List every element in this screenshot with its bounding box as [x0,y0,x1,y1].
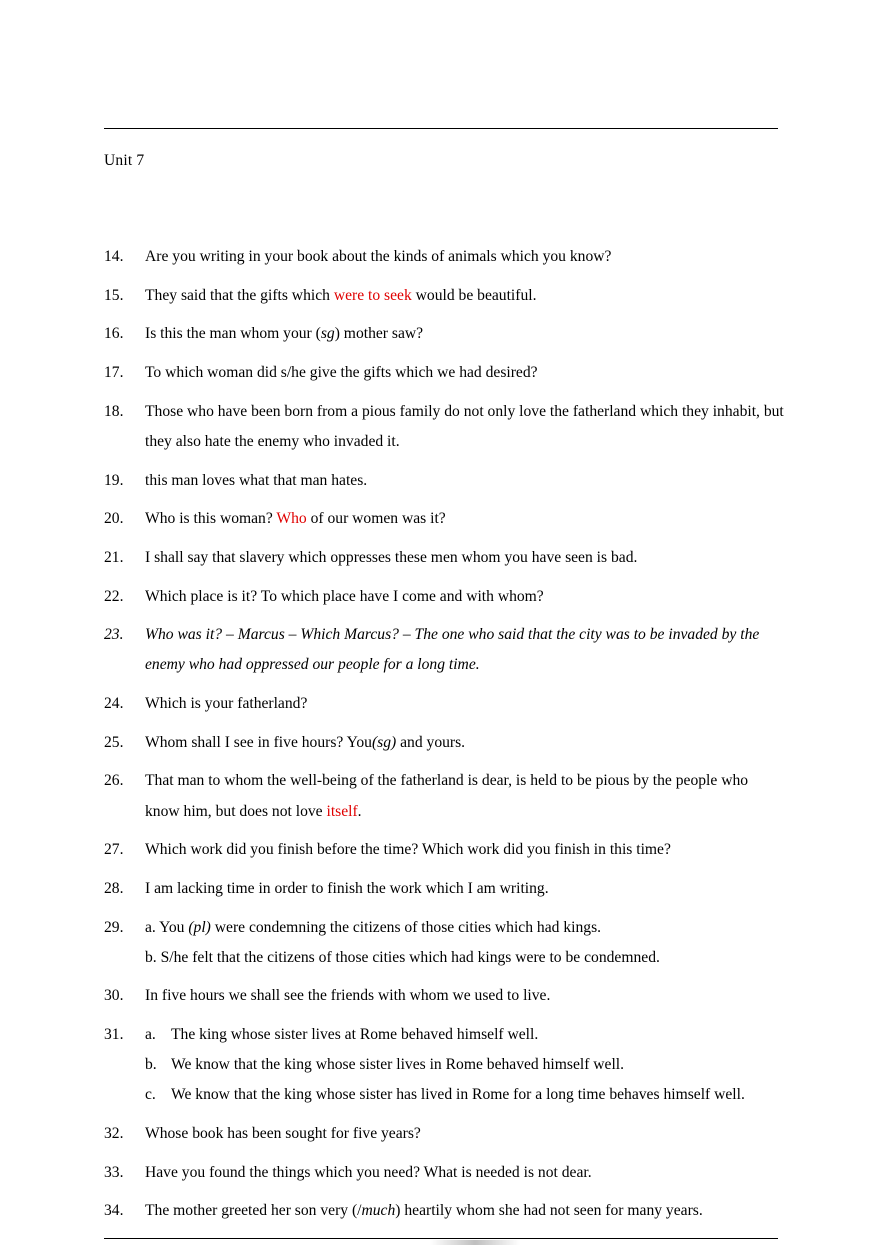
exercise-item [104,835,784,865]
exercise-item [104,242,784,272]
text-run: b. S/he felt that the citizens of those cities which had kings were to be condemned. [145,948,660,966]
item-text [145,620,784,680]
item-number: 23. [104,626,124,644]
item-number: 17. [104,364,124,382]
item-text [145,1020,784,1110]
text-run: were condemning the citizens of those cities which had kings. [210,918,602,936]
item-text [145,1119,784,1149]
exercise-item [104,1158,784,1188]
subline-letter: c. [145,1086,156,1104]
footer-divider [104,1238,778,1239]
item-number: 15. [104,286,124,304]
text-run: I am lacking time in order to finish the work which I am writing. [145,879,549,897]
exercise-item [104,281,784,311]
text-run: Which work did you finish before the time? Which work did you finish in this time? [145,841,671,859]
italic-text: much [361,1202,396,1220]
text-run: Which is your fatherland? [145,695,308,713]
item-text [145,504,784,534]
subline-text: We know that the king whose sister lives in Rome behaved himself well. [171,1056,625,1074]
item-number: 16. [104,325,124,343]
exercise-item [104,1119,784,1149]
item-subline [145,1020,784,1050]
exercise-item [104,582,784,612]
item-number: 29. [104,918,124,936]
text-run: Those who have been born from a pious family do not only love the fatherland which they inhabit, but they also hate the enemy who invaded it. [145,402,784,450]
text-run: ) mother saw? [334,325,424,343]
exercise-item [104,689,784,719]
item-text [145,1196,784,1226]
highlighted-text: were to seek [333,286,412,304]
item-text [145,766,784,826]
item-number: 30. [104,987,124,1005]
item-text [145,689,784,719]
highlighted-text: Who [276,510,307,528]
item-text [145,281,784,311]
item-number: 18. [104,402,124,420]
item-text [145,1158,784,1188]
text-run: this man loves what that man hates. [145,471,368,489]
item-text [145,358,784,388]
text-run: Who was it? – Marcus – Which Marcus? – The one who said that the city was to be invaded by the enemy who had oppressed our people for a long time. [145,626,760,674]
exercise-item [104,358,784,388]
item-text [145,582,784,612]
item-text [145,981,784,1011]
item-text [145,397,784,457]
item-number: 27. [104,841,124,859]
text-run: Whose book has been sought for five years? [145,1124,421,1142]
subline-text: The king whose sister lives at Rome behaved himself well. [171,1026,539,1044]
item-text [145,728,784,758]
exercise-item [104,1196,784,1226]
item-number: 24. [104,695,124,713]
text-run: and yours. [396,733,466,751]
item-number: 14. [104,248,124,265]
text-run: ) heartily whom she had not seen for many years. [395,1202,703,1220]
text-run: That man to whom the well-being of the fatherland is dear, is held to be pious by the people who know him, but does not love [145,772,749,820]
subline-text: We know that the king whose sister has lived in Rome for a long time behaves himself well. [171,1086,745,1104]
item-number: 28. [104,879,124,897]
item-number: 31. [104,1026,124,1044]
exercise-item [104,504,784,534]
highlighted-text: itself [326,802,358,820]
text-run: The mother greeted her son very (/ [145,1202,362,1220]
unit-title: Unit 7 [104,152,145,169]
text-run: Have you found the things which you need? What is needed is not dear. [145,1163,592,1181]
text-run: In five hours we shall see the friends with whom we used to live. [145,987,551,1005]
item-number: 26. [104,772,124,790]
item-subline [145,913,784,943]
exercise-list [104,242,784,1235]
exercise-item [104,874,784,904]
text-run: of our women was it? [306,510,446,528]
footer-smudge [430,1240,520,1245]
item-subline [145,943,784,973]
exercise-item [104,319,784,349]
subline-letter: a. [145,1026,156,1044]
text-run: I shall say that slavery which oppresses these men whom you have seen is bad. [145,548,638,566]
item-number: 22. [104,587,124,605]
item-text [145,913,784,973]
exercise-item [104,543,784,573]
item-text [145,242,784,272]
text-run: To which woman did s/he give the gifts which we had desired? [145,364,538,382]
item-number: 33. [104,1163,124,1181]
exercise-item [104,466,784,496]
text-run: Are you writing in your book about the kinds of animals which you know? [145,248,612,265]
item-text [145,835,784,865]
item-subline [145,1050,784,1080]
text-run: would be beautiful. [411,286,537,304]
item-number: 21. [104,548,124,566]
item-number: 34. [104,1202,124,1220]
text-run: Is this the man whom your ( [145,325,321,343]
text-run: Who is this woman? [145,510,277,528]
item-text [145,543,784,573]
text-run: . [357,802,362,820]
text-run: Which place is it? To which place have I come and with whom? [145,587,544,605]
item-text [145,319,784,349]
item-number: 19. [104,471,124,489]
item-number: 20. [104,510,124,528]
text-run: They said that the gifts which [145,286,334,304]
exercise-item [104,913,784,973]
subline-letter: b. [145,1056,157,1074]
text-run: a. You [145,918,189,936]
item-text [145,466,784,496]
italic-text: (sg) [371,733,397,751]
item-number: 25. [104,733,124,751]
italic-text: (pl) [188,918,211,936]
exercise-item [104,981,784,1011]
exercise-item [104,397,784,457]
item-text [145,874,784,904]
italic-text: sg [320,325,335,343]
exercise-item [104,620,784,680]
item-number: 32. [104,1124,124,1142]
exercise-item [104,728,784,758]
exercise-item [104,1020,784,1110]
header-divider [104,128,778,129]
text-run: Whom shall I see in five hours? You [145,733,372,751]
exercise-item [104,766,784,826]
item-subline [145,1080,784,1110]
